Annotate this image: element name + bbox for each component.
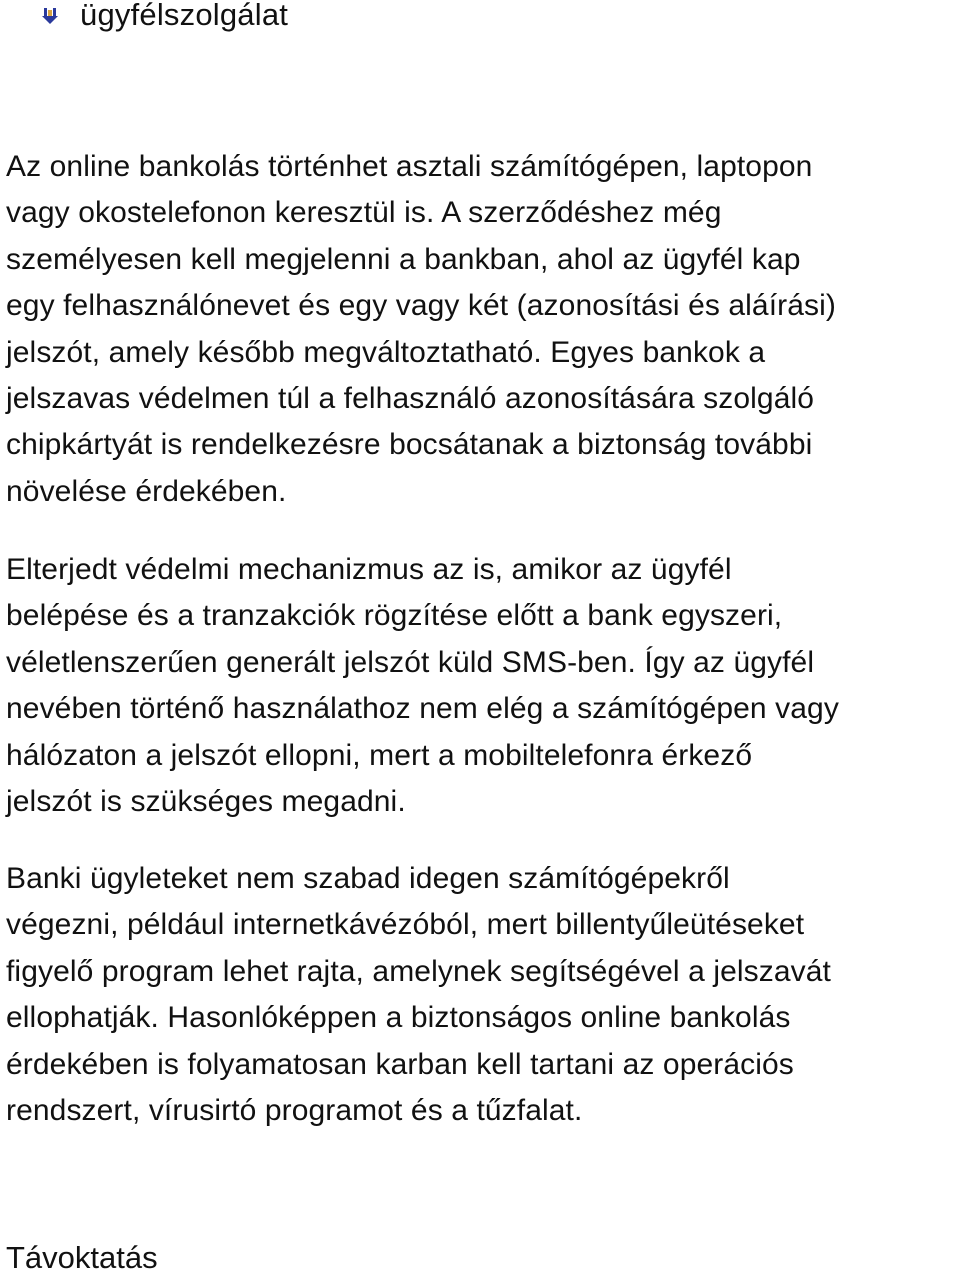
- text-line: egy felhasználónevet és egy vagy két (azonosítási és aláírási): [6, 289, 836, 323]
- text-line: vagy okostelefonon keresztül is. A szerződéshez még: [6, 196, 722, 230]
- text-line: érdekében is folyamatosan karban kell tartani az operációs: [6, 1047, 794, 1081]
- text-line: jelszavas védelmen túl a felhasználó azonosítására szolgáló: [6, 382, 815, 416]
- text-line: chipkártyát is rendelkezésre bocsátanak a biztonság további: [6, 428, 813, 462]
- text-line: jelszót is szükséges megadni.: [6, 785, 406, 819]
- section-heading: Távoktatás: [6, 1240, 158, 1275]
- paragraph-1: [6, 144, 956, 515]
- text-line: rendszert, vírusirtó programot és a tűzfalat.: [6, 1094, 583, 1128]
- text-line: figyelő program lehet rajta, amelynek segítségével a jelszavát: [6, 954, 831, 988]
- text-line: hálózaton a jelszót ellopni, mert a mobiltelefonra érkező: [6, 738, 753, 772]
- arrow-down-bullet-icon: [40, 5, 60, 25]
- bullet-list-item: [40, 0, 288, 40]
- text-line: Az online bankolás történhet asztali számítógépen, laptopon: [6, 150, 813, 183]
- text-line: végezni, például internetkávézóból, mert billentyűleütéseket: [6, 908, 805, 942]
- text-line: ellophatják. Hasonlóképpen a biztonságos online bankolás: [6, 1001, 791, 1035]
- paragraph-2: [6, 547, 956, 825]
- paragraph-3: [6, 856, 956, 1134]
- bullet-label: ügyfélszolgálat: [80, 0, 289, 32]
- text-line: véletlenszerűen generált jelszót küld SMS-ben. Így az ügyfél: [6, 645, 815, 679]
- text-line: belépése és a tranzakciók rögzítése előtt a bank egyszeri,: [6, 599, 783, 633]
- text-line: jelszót, amely később megváltoztatható. Egyes bankok a: [6, 335, 766, 369]
- text-line: személyesen kell megjelenni a bankban, ahol az ügyfél kap: [6, 242, 801, 276]
- text-line: nevében történő használathoz nem elég a számítógépen vagy: [6, 692, 839, 726]
- text-line: Banki ügyleteket nem szabad idegen számítógépekről: [6, 862, 730, 895]
- text-line: Elterjedt védelmi mechanizmus az is, amikor az ügyfél: [6, 553, 732, 586]
- text-line: növelése érdekében.: [6, 474, 287, 508]
